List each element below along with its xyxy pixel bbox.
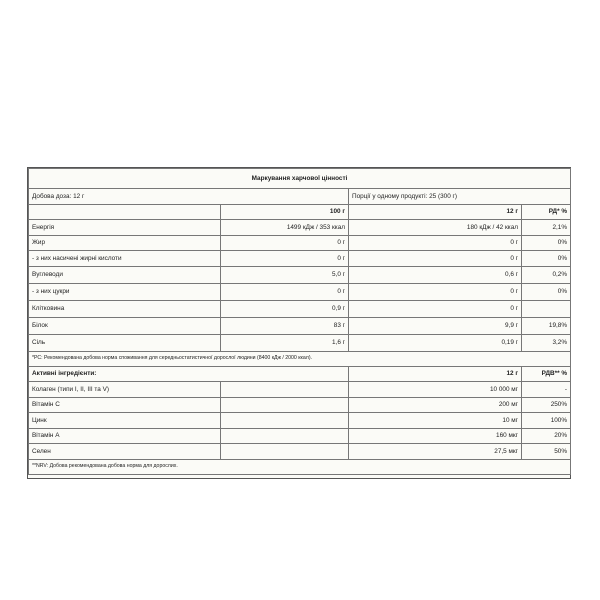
nutrition-header-row <box>29 204 571 220</box>
active-row <box>29 428 571 444</box>
nutrient-per12: 0,6 г <box>349 266 522 283</box>
nutrient-per100: 0,9 г <box>221 300 349 317</box>
ingredient-name: Селен <box>29 444 221 460</box>
spacer-row <box>29 474 571 478</box>
nutrient-per12: 0 г <box>349 235 522 251</box>
nutrient-per100: 0 г <box>221 283 349 300</box>
ingredient-rdv: 100% <box>522 413 571 429</box>
ingredient-blank <box>221 413 349 429</box>
rd-note-row <box>29 351 571 366</box>
spacer-cell <box>29 474 571 478</box>
ingredient-rdv: 250% <box>522 397 571 413</box>
nutrition-row <box>29 220 571 236</box>
nutrient-per12: 0,19 г <box>349 334 522 351</box>
nutrient-per12: 9,9 г <box>349 317 522 334</box>
nutrient-rd: 0% <box>522 251 571 267</box>
active-header-row <box>29 366 571 382</box>
nutrition-row <box>29 266 571 283</box>
nutrition-facts-panel <box>27 167 571 479</box>
nutrient-per100: 1499 кДж / 353 ккал <box>221 220 349 236</box>
ingredient-per12: 27,5 мкг <box>349 444 522 460</box>
nutrient-rd: 19,8% <box>522 317 571 334</box>
ingredient-name: Вітамін C <box>29 397 221 413</box>
ingredient-blank <box>221 397 349 413</box>
nutrient-name: - з них цукри <box>29 283 221 300</box>
dose-row <box>29 189 571 205</box>
active-row <box>29 413 571 429</box>
ingredient-per12: 200 мг <box>349 397 522 413</box>
nrv-note-row <box>29 459 571 474</box>
nutrient-rd: 0,2% <box>522 266 571 283</box>
nutrition-row <box>29 283 571 300</box>
rd-footnote: *РС: Рекомендована добова норма споживання для середньостатистичної дорослої людини (8400 кДж / 2000 ккал). <box>29 351 571 366</box>
nutrient-name: Жир <box>29 235 221 251</box>
header-per12: 12 г <box>349 204 522 220</box>
ingredient-name: Вітамін A <box>29 428 221 444</box>
active-row <box>29 444 571 460</box>
nutrition-row <box>29 300 571 317</box>
ingredient-per12: 10 000 мг <box>349 382 522 398</box>
nutrient-rd <box>522 300 571 317</box>
header-rd: РД* % <box>522 204 571 220</box>
nutrient-name: - з них насичені жирні кислоти <box>29 251 221 267</box>
nutrient-rd: 2,1% <box>522 220 571 236</box>
header-per100: 100 г <box>221 204 349 220</box>
daily-dose: Добова доза: 12 г <box>29 189 349 205</box>
ingredient-per12: 160 мкг <box>349 428 522 444</box>
ingredient-blank <box>221 428 349 444</box>
ingredient-blank <box>221 444 349 460</box>
title-row <box>29 169 571 189</box>
ingredient-rdv: 20% <box>522 428 571 444</box>
nutrient-name: Клітковина <box>29 300 221 317</box>
portions: Порції у одному продукті: 25 (300 г) <box>349 189 571 205</box>
ingredient-per12: 10 мг <box>349 413 522 429</box>
ingredient-blank <box>221 382 349 398</box>
nutrient-per12: 0 г <box>349 283 522 300</box>
nutrient-rd: 0% <box>522 235 571 251</box>
nutrition-row <box>29 334 571 351</box>
nutrient-name: Енергія <box>29 220 221 236</box>
nutrient-per100: 1,6 г <box>221 334 349 351</box>
nrv-footnote: **NRV: Добова рекомендована добова норма для дорослих. <box>29 459 571 474</box>
active-row <box>29 382 571 398</box>
active-header-rdv: РДВ** % <box>522 366 571 382</box>
ingredient-rdv: 50% <box>522 444 571 460</box>
ingredient-name: Цинк <box>29 413 221 429</box>
nutrient-per12: 0 г <box>349 300 522 317</box>
active-header-per12: 12 г <box>349 366 522 382</box>
nutrition-row <box>29 317 571 334</box>
nutrient-per100: 0 г <box>221 251 349 267</box>
nutrient-name: Білок <box>29 317 221 334</box>
ingredient-name: Колаген (типи I, II, III та V) <box>29 382 221 398</box>
nutrient-per12: 0 г <box>349 251 522 267</box>
nutrition-table <box>28 168 571 478</box>
nutrient-rd: 3,2% <box>522 334 571 351</box>
nutrient-name: Вуглеводи <box>29 266 221 283</box>
nutrition-row <box>29 235 571 251</box>
nutrient-name: Сіль <box>29 334 221 351</box>
table-title: Маркування харчової цінності <box>29 169 571 189</box>
nutrient-per100: 0 г <box>221 235 349 251</box>
ingredient-rdv: - <box>522 382 571 398</box>
nutrient-per100: 5,0 г <box>221 266 349 283</box>
nutrition-header-blank <box>29 204 221 220</box>
nutrient-per12: 180 кДж / 42 ккал <box>349 220 522 236</box>
nutrient-rd: 0% <box>522 283 571 300</box>
active-header-name: Активні інгредієнти: <box>29 366 349 382</box>
active-row <box>29 397 571 413</box>
nutrient-per100: 83 г <box>221 317 349 334</box>
nutrition-row <box>29 251 571 267</box>
